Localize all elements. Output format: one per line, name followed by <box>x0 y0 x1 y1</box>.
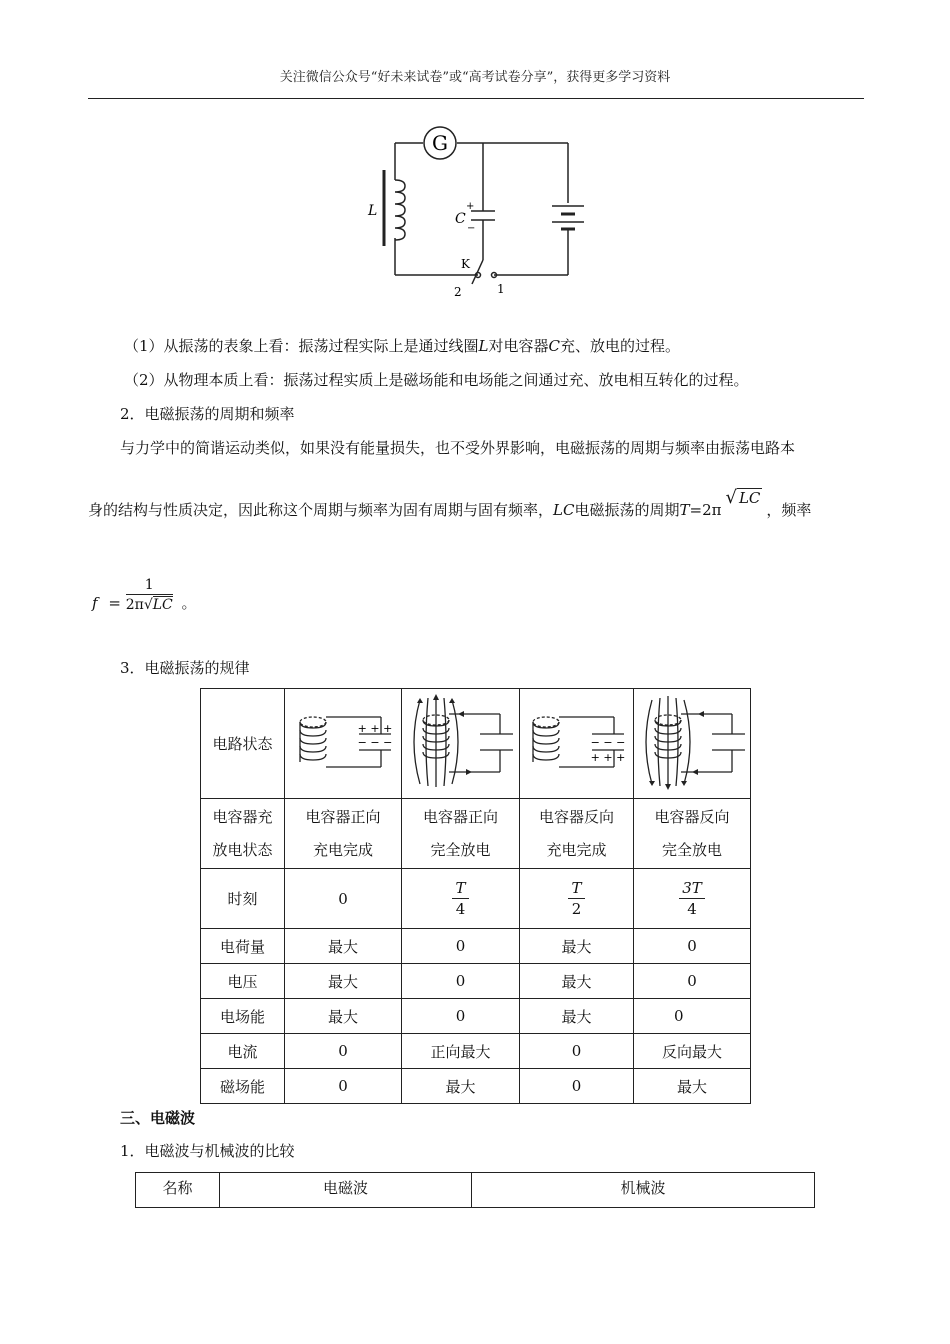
time-4-num: 3T <box>679 878 705 899</box>
time-3-num: T <box>568 878 584 899</box>
para1-mid: 对电容器 <box>488 337 549 355</box>
cmp-header-mech: 机械波 <box>472 1173 815 1208</box>
cell-state-4 <box>634 799 751 869</box>
row-label: 电流 <box>201 1034 285 1069</box>
cell-time-label: 时刻 <box>201 869 285 929</box>
state-2-line2: 完全放电 <box>430 840 491 859</box>
comparison-header-row <box>136 1173 815 1208</box>
row-value: 0 <box>402 999 520 1034</box>
plus-signs-3: + + + <box>590 750 626 764</box>
row-value: 最大 <box>285 999 402 1034</box>
row-value: 最大 <box>520 929 634 964</box>
table-row <box>201 1069 751 1104</box>
plus-signs-1: + + + <box>357 721 392 735</box>
row-value: 0 <box>285 1034 402 1069</box>
cell-state-1 <box>285 799 402 869</box>
row-value: 0 <box>285 1069 402 1104</box>
time-4-den: 4 <box>687 900 697 918</box>
row-value: 0 <box>634 929 751 964</box>
formula-fraction <box>126 576 173 615</box>
para4-pre: 身的结构与性质决定，因此称这个周期与频率为固有周期与固有频率， <box>88 501 554 519</box>
cell-circuit-1 <box>285 689 402 799</box>
cell-time-3 <box>520 869 634 929</box>
formula-eq: = <box>108 593 121 612</box>
formula-sqrt-sign: √ <box>143 597 153 613</box>
sqrt-sign: √ <box>725 487 737 508</box>
page-header: 关注微信公众号“好未来试卷”或“高考试卷分享”，获得更多学习资料 <box>279 70 671 85</box>
time-4-fraction <box>679 878 705 919</box>
para1-L: L <box>478 337 489 355</box>
circuit-state-2 <box>408 692 513 792</box>
para4-LC: LC <box>553 501 575 519</box>
table-row <box>201 929 751 964</box>
paragraph-2: （2）从物理本质上看：振荡过程实质上是磁场能和电场能之间通过充、放电相互转化的过程。 <box>124 371 749 389</box>
cmp-header-em: 电磁波 <box>220 1173 472 1208</box>
cmp-header-name: 名称 <box>136 1173 220 1208</box>
table-row-time <box>201 869 751 929</box>
row-label: 电荷量 <box>201 929 285 964</box>
para4-post: ，频率 <box>766 501 812 519</box>
row-value: 最大 <box>634 1069 751 1104</box>
galvanometer-label: G <box>432 131 448 155</box>
row-value: 0 <box>520 1034 634 1069</box>
time-2-den: 4 <box>455 900 466 918</box>
cell-time-4 <box>634 869 751 929</box>
row-value: 0 <box>402 929 520 964</box>
section-2-heading: 2．电磁振荡的周期和频率 <box>120 405 295 423</box>
para1-C: C <box>548 337 561 355</box>
section-3-heading: 3．电磁振荡的规律 <box>120 659 250 677</box>
row-value: 0 <box>634 999 751 1034</box>
cell-circuit-4 <box>634 689 751 799</box>
circuit-state-4 <box>640 692 745 792</box>
sqrt-argument: LC <box>738 489 761 507</box>
cell-time-2 <box>402 869 520 929</box>
para1-post: 充、放电的过程。 <box>560 337 681 355</box>
formula-denominator <box>126 595 173 615</box>
state-label-line1: 电容器充 <box>212 807 273 826</box>
state-4-line2: 完全放电 <box>661 840 722 859</box>
paragraph-3: 与力学中的简谐运动类似，如果没有能量损失，也不受外界影响，电磁振荡的周期与频率由振荡电路本 <box>120 439 796 457</box>
minus-signs-3: − − − <box>590 735 626 749</box>
cell-state-3 <box>520 799 634 869</box>
comparison-table <box>135 1172 815 1208</box>
row-value: 0 <box>520 1069 634 1104</box>
minus-signs-1: − − − <box>357 735 392 749</box>
cell-circuit-label: 电路状态 <box>201 689 285 799</box>
formula-numerator: 1 <box>126 576 173 595</box>
row-value: 0 <box>402 964 520 999</box>
row-value: 最大 <box>520 964 634 999</box>
section-em-1-heading: 1．电磁波与机械波的比较 <box>120 1142 295 1160</box>
switch-label: K <box>461 257 470 271</box>
row-label: 电场能 <box>201 999 285 1034</box>
para4-T: T <box>679 501 690 519</box>
capacitor-label: C <box>455 211 466 227</box>
cell-circuit-2 <box>402 689 520 799</box>
row-value: 最大 <box>520 999 634 1034</box>
formula-den-LC: LC <box>152 597 173 613</box>
row-value: 最大 <box>285 929 402 964</box>
cell-state-2 <box>402 799 520 869</box>
row-value: 0 <box>634 964 751 999</box>
row-value: 最大 <box>402 1069 520 1104</box>
formula-f: f <box>92 593 98 612</box>
circuit-state-3 <box>524 702 629 782</box>
paragraph-4 <box>88 487 812 520</box>
row-value: 反向最大 <box>634 1034 751 1069</box>
inductor-label: L <box>368 203 378 219</box>
section-em-heading: 三、电磁波 <box>120 1109 196 1127</box>
row-value: 最大 <box>285 964 402 999</box>
inductor-coil <box>395 180 405 240</box>
table-row <box>201 999 751 1034</box>
table-row <box>201 964 751 999</box>
formula-end: 。 <box>181 593 197 612</box>
row-label: 电压 <box>201 964 285 999</box>
para4-eq: =2π <box>689 501 722 519</box>
time-3-den: 2 <box>571 900 582 918</box>
state-4-line1: 电容器反向 <box>654 807 730 826</box>
table-row <box>201 1034 751 1069</box>
cell-time-1: 0 <box>285 869 402 929</box>
time-2-num: T <box>452 878 468 899</box>
formula-den-2pi: 2π <box>125 597 144 613</box>
state-3-line2: 充电完成 <box>546 840 607 859</box>
oscillation-table <box>200 688 751 1104</box>
capacitor-minus: − <box>467 223 476 234</box>
header-divider <box>88 98 864 99</box>
state-3-line1: 电容器反向 <box>538 807 614 826</box>
state-1-line1: 电容器正向 <box>305 807 381 826</box>
cell-circuit-3 <box>520 689 634 799</box>
time-2-fraction <box>452 878 468 919</box>
state-1-line2: 充电完成 <box>312 840 373 859</box>
state-label-line2: 放电状态 <box>212 840 273 859</box>
circuit-state-1 <box>291 702 396 782</box>
row-value: 正向最大 <box>402 1034 520 1069</box>
table-row-circuit <box>201 689 751 799</box>
table-row-state <box>201 799 751 869</box>
row-label: 磁场能 <box>201 1069 285 1104</box>
time-3-fraction <box>568 878 584 919</box>
frequency-formula <box>92 576 197 615</box>
para1-pre: （1）从振荡的表象上看：振荡过程实际上是通过线圈 <box>124 337 479 355</box>
cell-state-label <box>201 799 285 869</box>
paragraph-1 <box>124 336 680 356</box>
state-2-line1: 电容器正向 <box>422 807 498 826</box>
para4-mid: 电磁振荡的周期 <box>574 501 680 519</box>
contact-2-label: 2 <box>454 285 462 299</box>
contact-1-label: 1 <box>497 282 505 296</box>
sqrt-LC <box>725 489 762 507</box>
lc-circuit-diagram <box>350 118 590 303</box>
capacitor-plus: + <box>466 201 475 212</box>
